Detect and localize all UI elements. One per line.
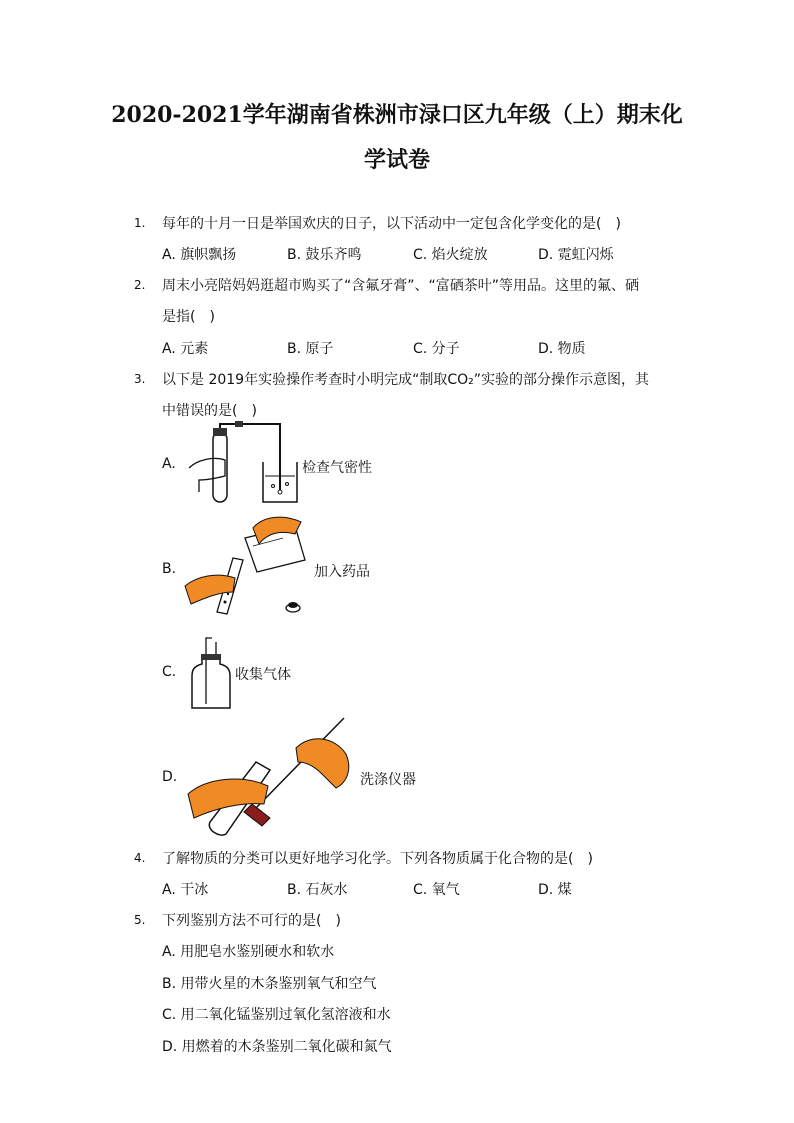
option-c-label: C. — [162, 664, 177, 680]
adding-reagent-icon — [183, 516, 313, 616]
airtightness-check-icon — [185, 426, 300, 506]
option-a: A. 用肥皂水鉴别硬水和软水 — [162, 944, 335, 960]
gas-collection-bottle-icon — [190, 636, 235, 712]
question-stem-continued: 中错误的是( ) — [162, 403, 257, 419]
option-a: A. 元素 — [162, 341, 209, 357]
option-c-caption: 收集气体 — [235, 667, 291, 683]
option-c: C. 焰火绽放 — [413, 247, 488, 263]
option-a-label: A. — [162, 456, 176, 472]
question-stem: 下列鉴别方法不可行的是( ) — [162, 913, 341, 929]
option-d: D. 霓虹闪烁 — [538, 247, 614, 263]
option-c: C. 用二氧化锰鉴别过氧化氢溶液和水 — [162, 1007, 391, 1023]
question-stem: 以下是 2019年实验操作考查时小明完成“制取CO₂”实验的部分操作示意图，其 — [162, 372, 649, 388]
option-b: B. 石灰水 — [287, 882, 348, 898]
option-d-caption: 洗涤仪器 — [360, 772, 416, 788]
option-a-caption: 检查气密性 — [302, 460, 372, 476]
question-stem-continued: 是指( ) — [162, 309, 215, 325]
question-number: 4. — [134, 851, 146, 865]
option-d-label: D. — [162, 769, 178, 785]
question-number: 3. — [134, 372, 146, 386]
question-number: 1. — [134, 216, 146, 230]
option-a: A. 旗帜飘扬 — [162, 247, 237, 263]
page-title-continued: 学试卷 — [363, 147, 430, 173]
page-title: 2020-2021学年湖南省株洲市渌口区九年级（上）期末化 — [111, 102, 683, 128]
question-stem: 周末小亮陪妈妈逛超市购买了“含氟牙膏”、“富硒茶叶”等用品。这里的氟、硒 — [162, 278, 640, 294]
option-d: D. 煤 — [538, 882, 572, 898]
option-b: B. 用带火星的木条鉴别氧气和空气 — [162, 976, 377, 992]
option-c: C. 氧气 — [413, 882, 460, 898]
question-number: 2. — [134, 278, 146, 292]
option-a: A. 干冰 — [162, 882, 209, 898]
option-b-caption: 加入药品 — [314, 564, 370, 580]
question-stem: 了解物质的分类可以更好地学习化学。下列各物质属于化合物的是( ) — [162, 851, 593, 867]
question-number: 5. — [134, 913, 146, 927]
option-c: C. 分子 — [413, 341, 460, 357]
option-d: D. 用燃着的木条鉴别二氧化碳和氮气 — [162, 1039, 392, 1055]
test-tube-washing-icon — [186, 718, 356, 836]
option-d: D. 物质 — [538, 341, 586, 357]
option-b: B. 鼓乐齐鸣 — [287, 247, 362, 263]
option-b-label: B. — [162, 561, 177, 577]
option-b: B. 原子 — [287, 341, 334, 357]
question-stem: 每年的十月一日是举国欢庆的日子，以下活动中一定包含化学变化的是( ) — [162, 216, 621, 232]
